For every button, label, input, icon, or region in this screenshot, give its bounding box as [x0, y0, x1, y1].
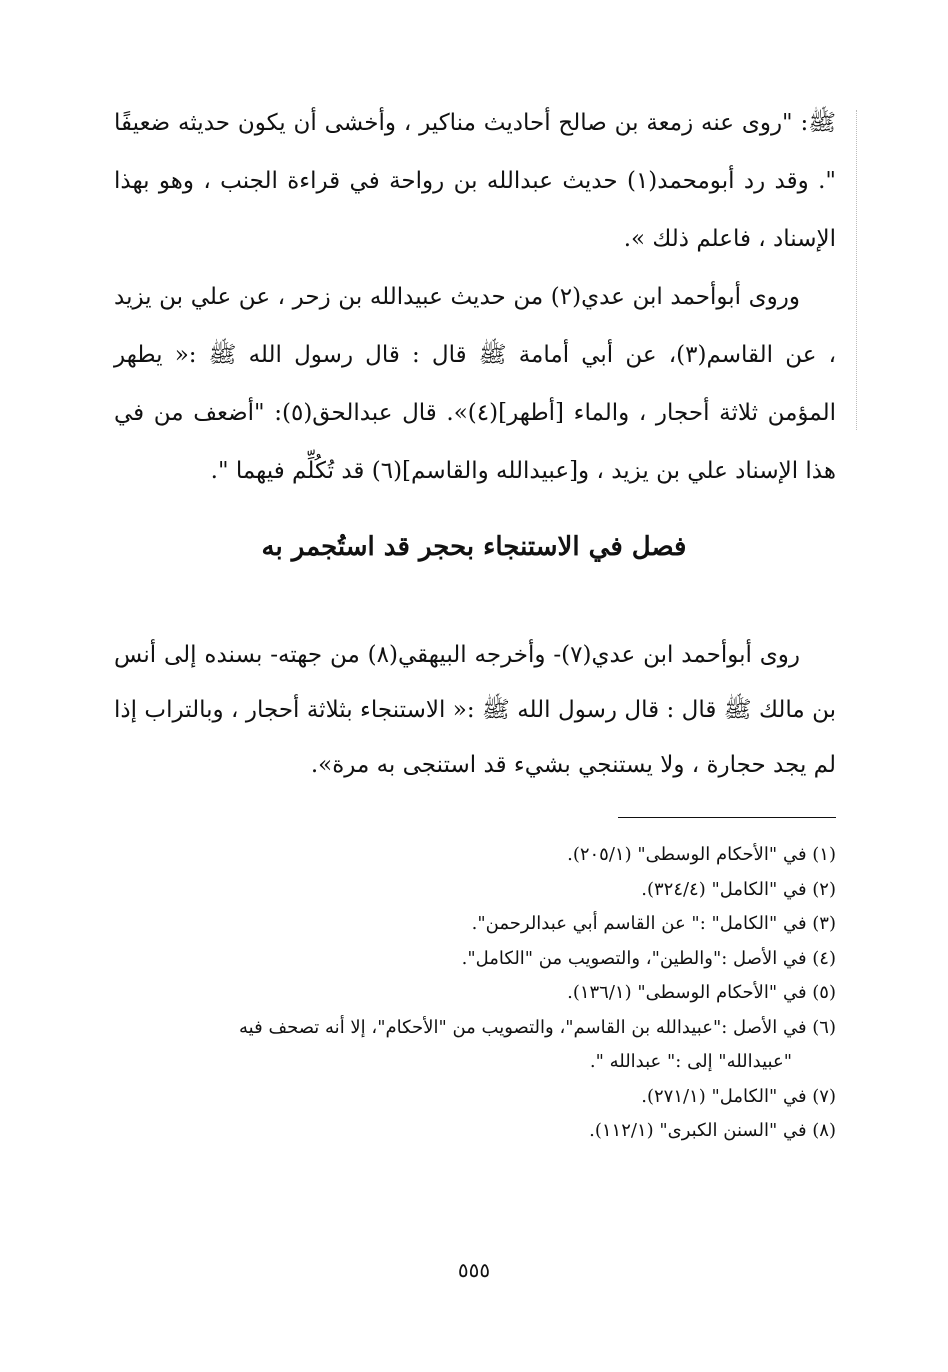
footnote-4: [108, 942, 836, 977]
paragraph-2: وروى أبوأحمد ابن عدي(٢) من حديث عبيدالله بن زحر ، عن علي بن يزيد ، عن القاسم(٣)، عن أبي أمامة ﷺ قال : قال رسول الله ﷺ :« يطهر المؤمن ثلاثة أحجار ، والماء [أطهر](٤)». قال عبدالحق(٥): "أضعف من في هذا الإسناد علي بن يزيد ، و[عبيدالله والقاسم](٦) قد تُكُلِّم فيهما ".: [114, 284, 836, 484]
footnote-text: (٨) في "السنن الكبرى" (١١٢/١).: [589, 1120, 836, 1141]
footnote-1: [108, 838, 836, 873]
footnote-text: (٢) في "الكامل" (٣٢٤/٤).: [641, 878, 836, 900]
page-number: ٥٥٥: [457, 1258, 491, 1282]
footnote-8: [108, 1114, 836, 1149]
section-paragraph: روى أبوأحمد ابن عدي(٧)- وأخرجه البيهقي(٨) من جهته- بسنده إلى أنس بن مالك ﷺ قال : قال رسول الله ﷺ :« الاستنجاء بثلاثة أحجار ، وبالتراب إذا لم يجد حجارة ، ولا يستنجي بشيء قد استنجى به مرة».: [114, 642, 836, 778]
footnote-text: (٧) في "الكامل" (٢٧١/١).: [641, 1085, 836, 1107]
footnote-5: [108, 976, 836, 1011]
section-heading: فصل في الاستنجاء بحجر قد استُجمر به: [261, 532, 687, 562]
footnote-6: [108, 1011, 836, 1080]
footnote-text: (١) في "الأحكام الوسطى" (٢٠٥/١).: [567, 844, 836, 865]
footnote-text: (٣) في "الكامل" :" عن القاسم أبي عبدالرحمن".: [471, 913, 836, 934]
footnote-text: (٥) في "الأحكام الوسطى" (١٣٦/١).: [567, 982, 836, 1003]
footnote-text: (٤) في الأصل :"والطين"، والتصويب من "الكامل".: [461, 947, 836, 969]
section-body-text: [114, 628, 836, 793]
footnote-2: [108, 873, 836, 908]
footnote-7: [108, 1080, 836, 1115]
paragraph-1: ﷺ: "روى عنه زمعة بن صالح أحاديث مناكير ، وأخشى أن يكون حديثه ضعيفًا ". وقد رد أبومحمد(١) حديث عبدالله بن رواحة في قراءة الجنب ، وهو بهذا الإسناد ، فاعلم ذلك ».: [114, 110, 836, 252]
footnotes-list: [108, 838, 836, 1149]
footnote-text: (٦) في الأصل :"عبيدالله بن القاسم"، والتصويب من "الأحكام"، إلا أنه تصحف فيه: [239, 1016, 836, 1038]
main-body-text: [114, 94, 836, 500]
footnote-separator: [618, 817, 836, 818]
footnote-continuation: "عبيدالله" إلى :" عبدالله ".: [589, 1051, 792, 1072]
margin-dots: [856, 110, 861, 430]
footnote-3: [108, 907, 836, 942]
